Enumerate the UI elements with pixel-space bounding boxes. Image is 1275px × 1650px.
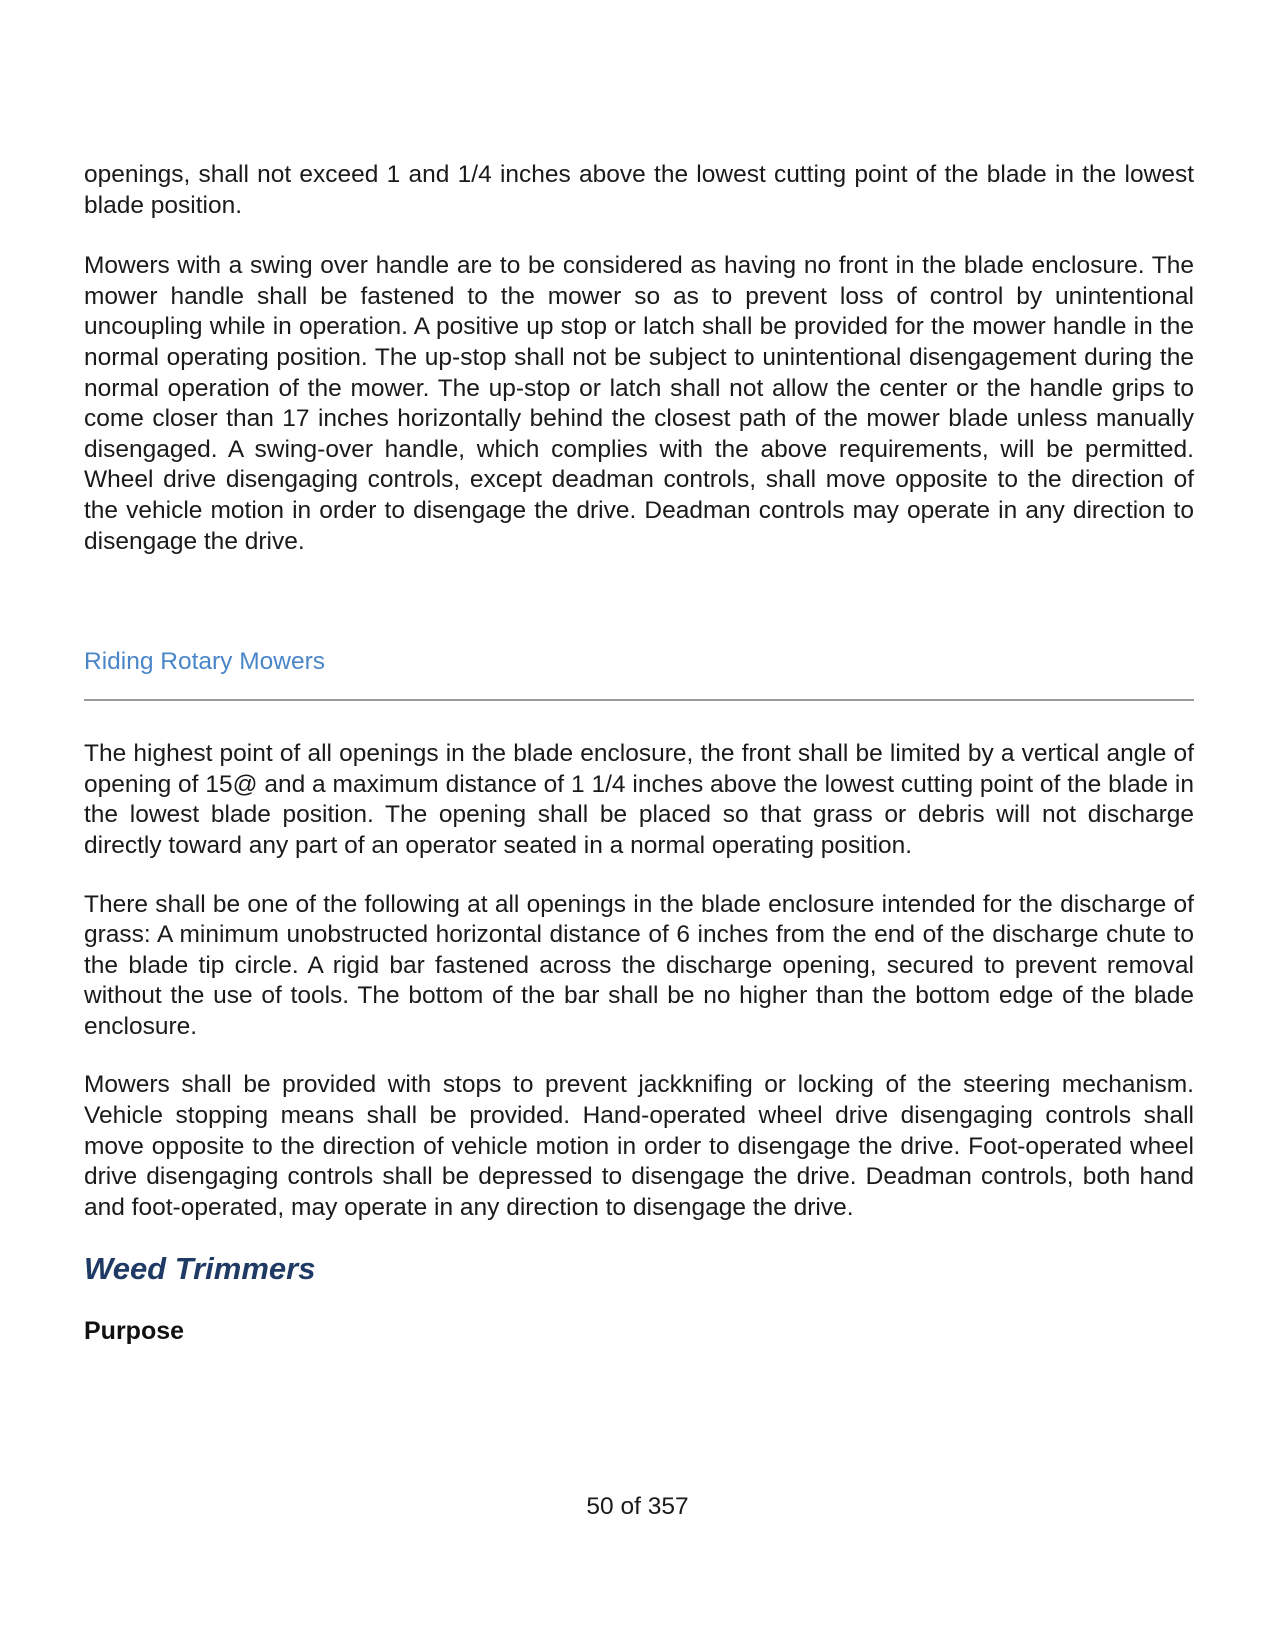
body-paragraph: Mowers shall be provided with stops to prevent jackknifing or locking of the steering mechanism. Vehicle stopping means shall be provided. Hand-operated wheel drive disengaging controls shall move opposite to the direction of vehicle motion in order to disengage the drive. Foot-operated wheel drive disengaging controls shall be depressed to disengage the drive. Deadman controls, both hand and foot-operated, may operate in any direction to disengage the drive. (84, 1071, 1194, 1221)
page-number: 50 of 357 (586, 1493, 689, 1520)
subheading-purpose: Purpose (84, 1317, 185, 1346)
body-paragraph: The highest point of all openings in the blade enclosure, the front shall be limited by a vertical angle of opening of 15@ and a maximum distance of 1 1/4 inches above the lowest cutting point of the blade in the lowest blade position. The opening shall be placed so that grass or debris will not discharge directly toward any part of an operator seated in a normal operating position. (84, 740, 1194, 859)
body-paragraph: Mowers with a swing over handle are to be considered as having no front in the blade enclosure. The mower handle shall be fastened to the mower so as to prevent loss of control by unintentional uncoupling while in operation. A positive up stop or latch shall be provided for the mower handle in the normal operating position. The up-stop shall not be subject to unintentional disengagement during the normal operation of the mower. The up-stop or latch shall not allow the center or the handle grips to come closer than 17 inches horizontally behind the closest path of the mower blade unless manually disengaged. A swing-over handle, which complies with the above requirements, will be permitted. Wheel drive disengaging controls, except deadman controls, shall move opposite to the direction of the vehicle motion in order to disengage the drive. Deadman controls may operate in any direction to disengage the drive. (84, 252, 1194, 555)
document-page (84, 160, 1194, 1347)
body-paragraph: There shall be one of the following at all openings in the blade enclosure intended for the discharge of grass: A minimum unobstructed horizontal distance of 6 inches from the end of the discharge chute to the blade tip circle. A rigid bar fastened across the discharge opening, secured to prevent removal without the use of tools. The bottom of the bar shall be no higher than the bottom edge of the blade enclosure. (84, 890, 1194, 1040)
section-heading-weed-trimmers: Weed Trimmers (84, 1251, 316, 1287)
body-paragraph: openings, shall not exceed 1 and 1/4 inches above the lowest cutting point of the blade in the lowest blade position. (84, 161, 1194, 219)
horizontal-divider (84, 699, 1194, 701)
section-heading-riding-rotary-mowers: Riding Rotary Mowers (84, 648, 325, 676)
